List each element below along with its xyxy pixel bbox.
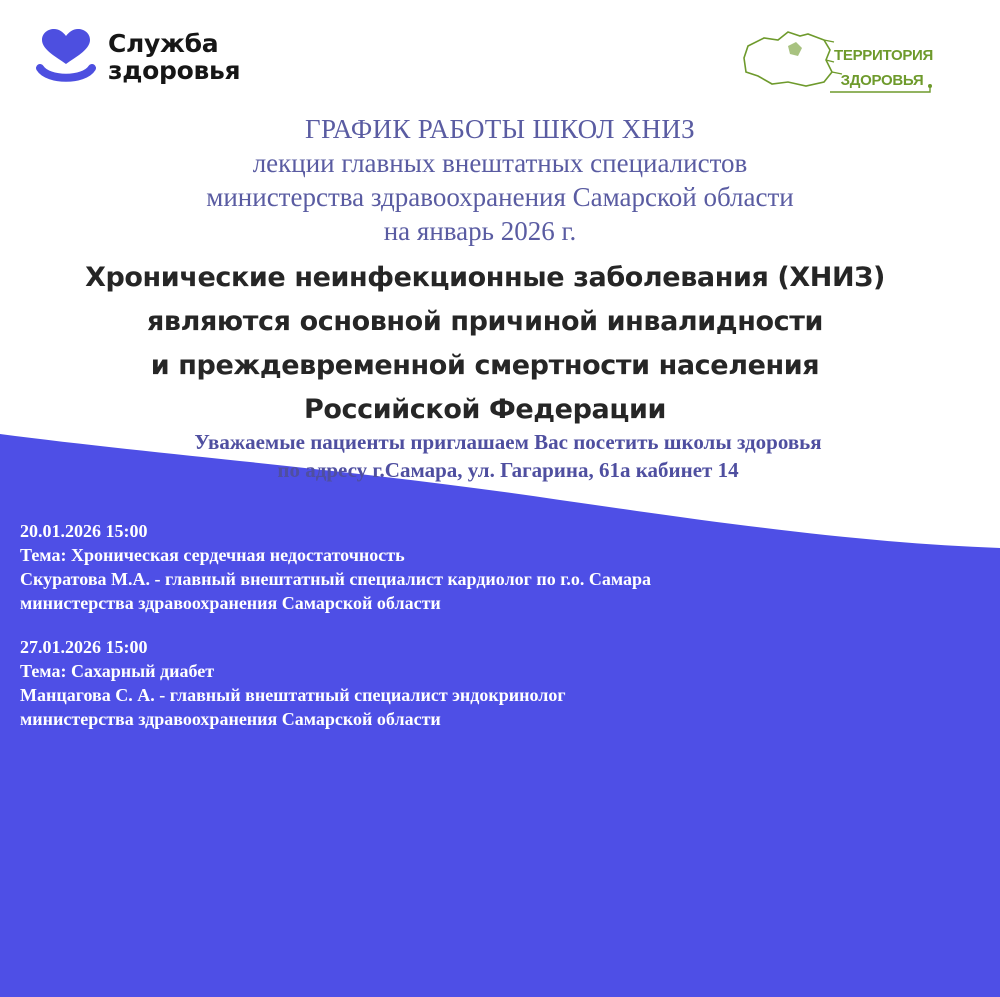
event-datetime: 20.01.2026 15:00 xyxy=(20,521,148,541)
schedule-subtitle-line1: лекции главных внештатных специалистов xyxy=(252,148,748,178)
logo-left-line2: здоровья xyxy=(108,56,241,85)
event-organization: министерства здравоохранения Самарской области xyxy=(20,709,441,729)
event-organization: министерства здравоохранения Самарской области xyxy=(20,593,441,613)
schedule-header xyxy=(0,112,1000,248)
headline-line1: Хронические неинфекционные заболевания (ХНИЗ) xyxy=(85,262,885,293)
event-topic: Тема: Хроническая сердечная недостаточность xyxy=(20,545,405,565)
event-speaker: Скуратова М.А. - главный внештатный специалист кардиолог по г.о. Самара xyxy=(20,569,652,589)
headline-line3: и преждевременной смертности населения xyxy=(150,350,820,381)
headline-line2: являются основной причиной инвалидности xyxy=(147,306,823,337)
invitation-line1: Уважаемые пациенты приглашаем Вас посетить школы здоровья xyxy=(194,430,822,454)
heart-smile-icon xyxy=(36,28,96,86)
lecture-event xyxy=(20,635,980,731)
event-topic: Тема: Сахарный диабет xyxy=(20,661,215,681)
logo-right-line2: ЗДОРОВЬЯ xyxy=(840,72,924,89)
logo-right-line1: ТЕРРИТОРИЯ xyxy=(834,47,933,64)
event-speaker: Манцагова С. А. - главный внештатный специалист эндокринолог xyxy=(20,685,566,705)
schedule-title: ГРАФИК РАБОТЫ ШКОЛ ХНИЗ xyxy=(305,114,695,144)
logo-left-line1: Служба xyxy=(108,29,219,58)
territoriya-zdorovya-logo xyxy=(742,26,938,98)
ncd-headline xyxy=(0,256,970,432)
event-datetime: 27.01.2026 15:00 xyxy=(20,637,148,657)
lecture-schedule xyxy=(20,519,980,751)
invitation-address: по адресу г.Самара, ул. Гагарина, 61а кабинет 14 xyxy=(277,458,739,482)
schedule-period: на январь 2026 г. xyxy=(383,216,577,246)
invitation xyxy=(0,428,1000,484)
lecture-event xyxy=(20,519,980,615)
schedule-subtitle-line2: министерства здравоохранения Самарской области xyxy=(206,182,794,212)
sluzhba-zdorovya-logo xyxy=(36,26,276,90)
headline-line4: Российской Федерации xyxy=(304,394,666,425)
